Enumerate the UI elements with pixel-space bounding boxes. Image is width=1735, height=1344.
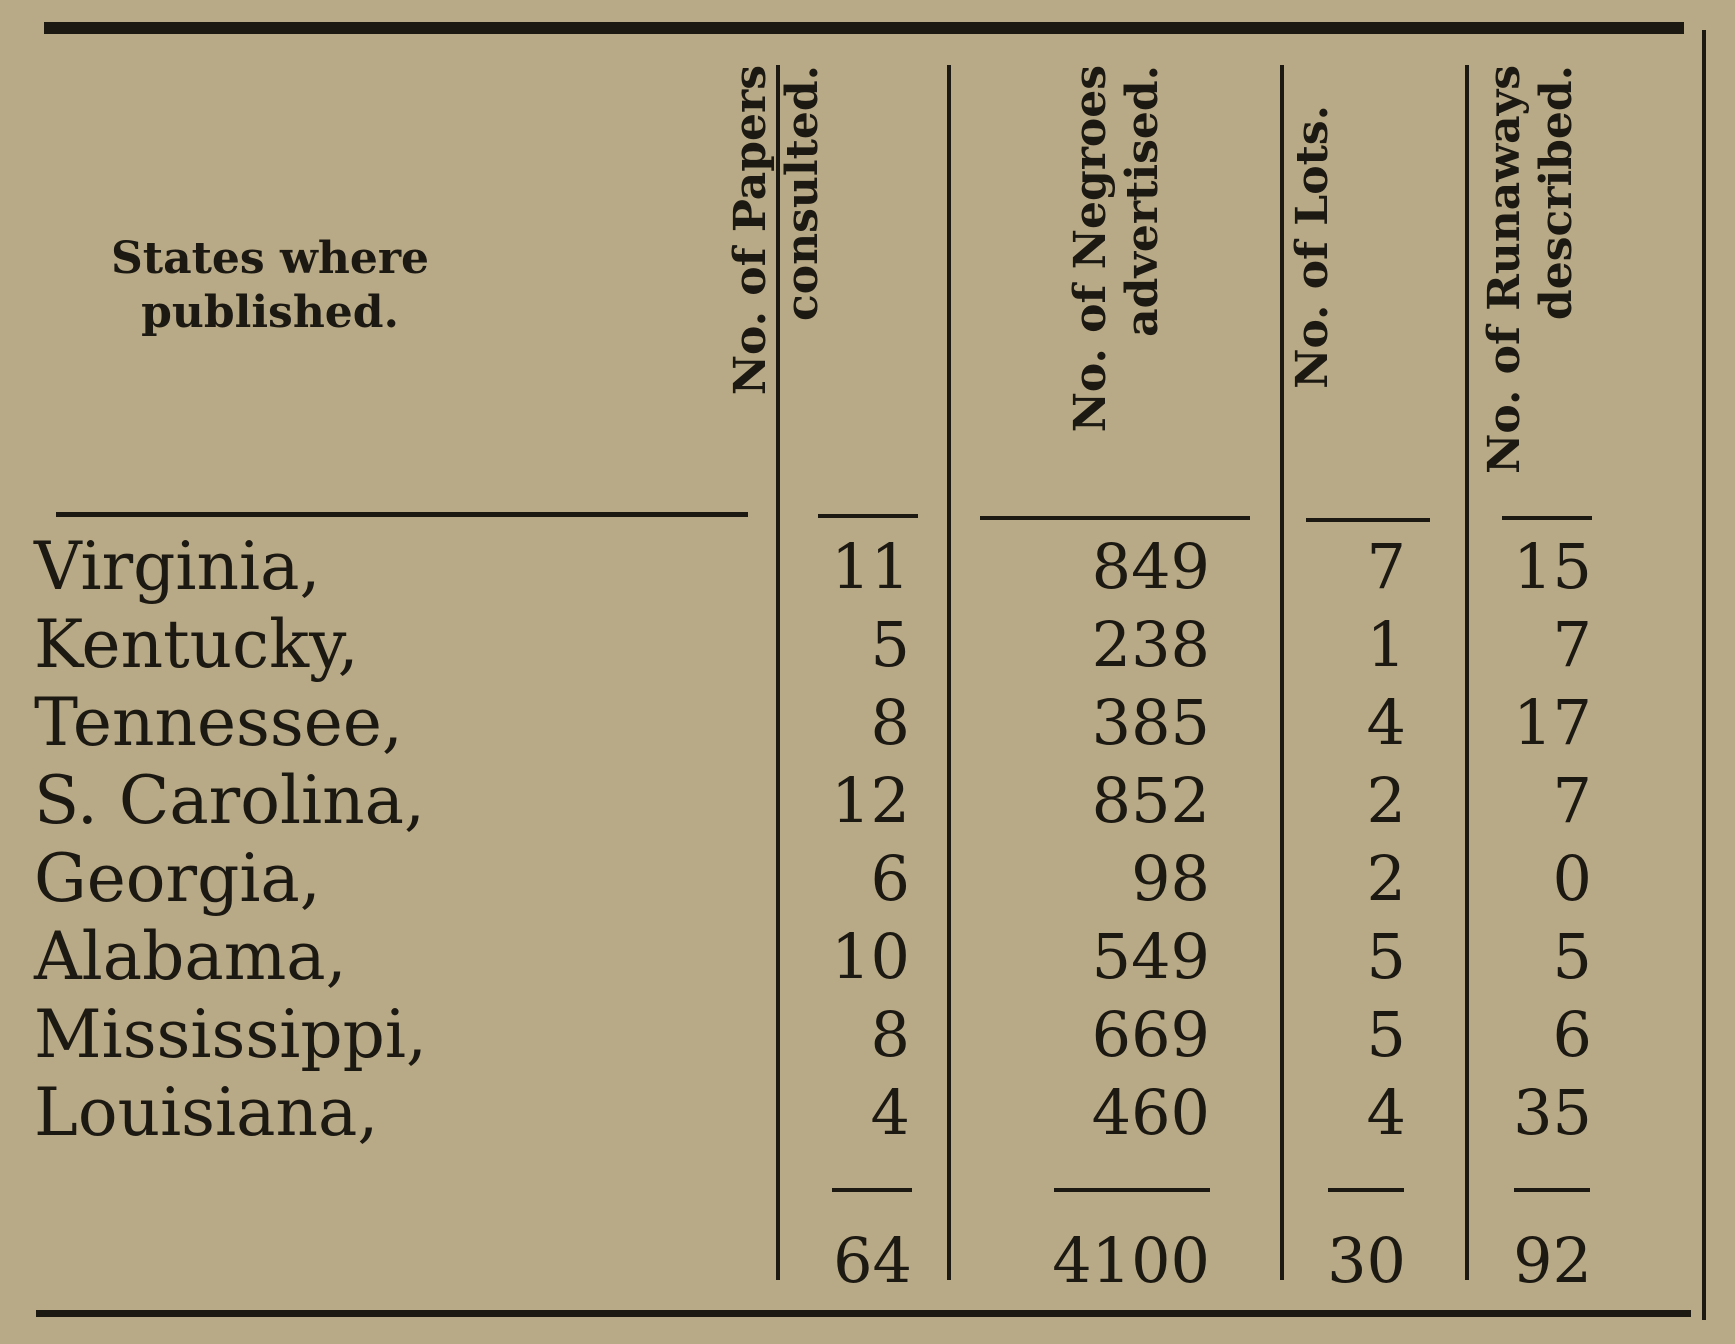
header-underline <box>1306 518 1430 522</box>
header-negroes: No. of Negroes advertised. <box>1065 65 1168 433</box>
header-underline <box>1502 516 1592 520</box>
bottom-rule <box>36 1310 1691 1317</box>
runaways-count: 15 <box>1513 530 1592 603</box>
state-name: Alabama, <box>34 918 347 995</box>
header-runaways: No. of Runaways described. <box>1479 65 1582 474</box>
state-name: S. Carolina, <box>34 762 426 839</box>
lots-count: 2 <box>1366 842 1406 915</box>
header-papers: No. of Papers consulted. <box>725 65 828 396</box>
papers-count: 12 <box>831 764 910 837</box>
top-rule <box>44 22 1684 34</box>
papers-count: 11 <box>831 530 910 603</box>
negroes-count: 98 <box>1131 842 1210 915</box>
state-name: Kentucky, <box>34 606 359 683</box>
papers-count: 8 <box>870 686 910 759</box>
total-lots: 30 <box>1327 1224 1406 1297</box>
header-lots: No. of Lots. <box>1287 105 1338 389</box>
runaways-count: 6 <box>1552 998 1592 1071</box>
runaways-count: 35 <box>1513 1076 1592 1149</box>
papers-count: 8 <box>870 998 910 1071</box>
header-underline <box>56 512 748 517</box>
state-name: Louisiana, <box>34 1074 379 1151</box>
papers-count: 4 <box>870 1076 910 1149</box>
runaways-count: 5 <box>1552 920 1592 993</box>
total-rule <box>1054 1188 1210 1192</box>
header-underline <box>818 514 918 518</box>
total-rule <box>832 1188 912 1192</box>
right-border <box>1702 30 1706 1320</box>
negroes-count: 385 <box>1091 686 1210 759</box>
total-negroes: 4100 <box>1052 1224 1210 1297</box>
lots-count: 5 <box>1366 998 1406 1071</box>
negroes-count: 669 <box>1091 998 1210 1071</box>
header-underline <box>980 516 1250 520</box>
state-name: Virginia, <box>34 528 321 605</box>
header-states: States where published. <box>110 233 430 338</box>
total-runaways: 92 <box>1513 1224 1592 1297</box>
lots-count: 4 <box>1366 1076 1406 1149</box>
negroes-count: 849 <box>1091 530 1210 603</box>
state-name: Tennessee, <box>34 684 403 761</box>
lots-count: 7 <box>1366 530 1406 603</box>
column-divider <box>1280 65 1284 1280</box>
column-divider <box>947 65 951 1280</box>
runaways-count: 7 <box>1552 608 1592 681</box>
runaways-count: 0 <box>1552 842 1592 915</box>
negroes-count: 238 <box>1091 608 1210 681</box>
negroes-count: 460 <box>1091 1076 1210 1149</box>
lots-count: 4 <box>1366 686 1406 759</box>
lots-count: 1 <box>1366 608 1406 681</box>
column-divider <box>1465 65 1469 1280</box>
papers-count: 5 <box>870 608 910 681</box>
negroes-count: 549 <box>1091 920 1210 993</box>
papers-count: 10 <box>831 920 910 993</box>
runaways-count: 7 <box>1552 764 1592 837</box>
lots-count: 2 <box>1366 764 1406 837</box>
state-name: Georgia, <box>34 840 321 917</box>
papers-count: 6 <box>870 842 910 915</box>
state-name: Mississippi, <box>34 996 427 1073</box>
total-papers: 64 <box>833 1224 912 1297</box>
total-rule <box>1328 1188 1404 1192</box>
negroes-count: 852 <box>1091 764 1210 837</box>
total-rule <box>1514 1188 1590 1192</box>
runaways-count: 17 <box>1513 686 1592 759</box>
lots-count: 5 <box>1366 920 1406 993</box>
